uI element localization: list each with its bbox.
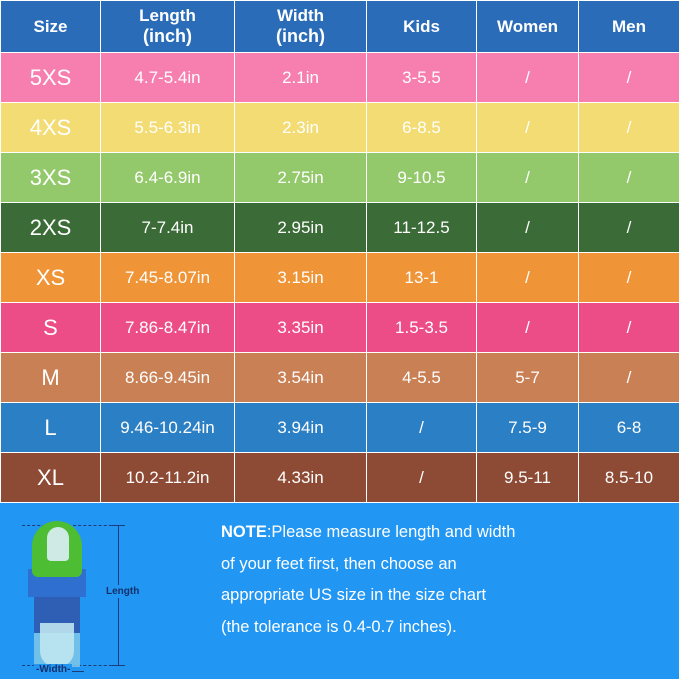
cell-kids: 11-12.5 <box>367 203 477 253</box>
cell-width: 2.75in <box>235 153 367 203</box>
cell-size: M <box>1 353 101 403</box>
header-sub: (inch) <box>143 25 192 46</box>
cell-size: S <box>1 303 101 353</box>
cell-women: / <box>477 53 579 103</box>
cell-size: 3XS <box>1 153 101 203</box>
table-row <box>1 153 679 203</box>
note-line-1 <box>221 517 663 549</box>
column-header-kids <box>367 1 477 53</box>
cell-women: 9.5-11 <box>477 453 579 503</box>
cell-men: 8.5-10 <box>579 453 679 503</box>
length-tick-top <box>112 525 125 526</box>
cell-size: 5XS <box>1 53 101 103</box>
cell-length: 7-7.4in <box>101 203 235 253</box>
header-main: Women <box>496 16 559 36</box>
cell-length: 9.46-10.24in <box>101 403 235 453</box>
fin-opening-icon <box>47 527 69 561</box>
cell-men: 6-8 <box>579 403 679 453</box>
cell-women: / <box>477 103 579 153</box>
header-main: Men <box>612 16 646 36</box>
note-line-3: appropriate US size in the size chart <box>221 586 487 605</box>
cell-women: / <box>477 203 579 253</box>
column-header-women <box>477 1 579 53</box>
cell-width: 2.3in <box>235 103 367 153</box>
cell-women: / <box>477 253 579 303</box>
cell-men: / <box>579 53 679 103</box>
cell-women: / <box>477 303 579 353</box>
table-row <box>1 403 679 453</box>
cell-width: 3.35in <box>235 303 367 353</box>
cell-width: 3.54in <box>235 353 367 403</box>
header-row <box>1 1 679 53</box>
cell-length: 6.4-6.9in <box>101 153 235 203</box>
cell-kids: 13-1 <box>367 253 477 303</box>
note-line-2: of your feet first, then choose an <box>221 554 457 573</box>
cell-length: 7.86-8.47in <box>101 303 235 353</box>
note-line-1-text: :Please measure length and width <box>266 523 516 541</box>
table-row <box>1 103 679 153</box>
note-label: NOTE <box>221 523 267 541</box>
note-panel <box>0 503 679 679</box>
cell-length: 5.5-6.3in <box>101 103 235 153</box>
table-row <box>1 53 679 103</box>
cell-kids: 1.5-3.5 <box>367 303 477 353</box>
header-main: Width <box>276 6 325 26</box>
swim-fin-diagram <box>0 503 215 679</box>
cell-kids: 6-8.5 <box>367 103 477 153</box>
table-row <box>1 353 679 403</box>
cell-size: 4XS <box>1 103 101 153</box>
cell-men: / <box>579 253 679 303</box>
header-main: Size <box>33 16 68 36</box>
cell-length: 4.7-5.4in <box>101 53 235 103</box>
column-header-size <box>1 1 101 53</box>
header-main: Kids <box>403 16 440 36</box>
cell-width: 2.95in <box>235 203 367 253</box>
cell-width: 4.33in <box>235 453 367 503</box>
note-text-block <box>215 503 679 679</box>
cell-kids: 9-10.5 <box>367 153 477 203</box>
table-row <box>1 203 679 253</box>
table-row <box>1 303 679 353</box>
cell-size: XS <box>1 253 101 303</box>
cell-width: 3.15in <box>235 253 367 303</box>
fin-tip-icon <box>40 623 74 667</box>
header-main: Length <box>139 6 196 26</box>
cell-size: L <box>1 403 101 453</box>
cell-size: XL <box>1 453 101 503</box>
cell-width: 2.1in <box>235 53 367 103</box>
cell-women: 7.5-9 <box>477 403 579 453</box>
column-header-length <box>101 1 235 53</box>
length-tick-bottom <box>112 665 125 666</box>
note-line-4: (the tolerance is 0.4-0.7 inches). <box>221 618 457 637</box>
cell-kids: / <box>367 403 477 453</box>
table-row <box>1 253 679 303</box>
cell-kids: 4-5.5 <box>367 353 477 403</box>
table-row <box>1 453 679 503</box>
cell-length: 8.66-9.45in <box>101 353 235 403</box>
cell-men: / <box>579 103 679 153</box>
column-header-men <box>579 1 679 53</box>
cell-length: 10.2-11.2in <box>101 453 235 503</box>
cell-length: 7.45-8.07in <box>101 253 235 303</box>
cell-width: 3.94in <box>235 403 367 453</box>
header-sub: (inch) <box>276 25 325 46</box>
column-header-width <box>235 1 367 53</box>
cell-kids: 3-5.5 <box>367 53 477 103</box>
width-measure-label: -Width- <box>36 664 71 675</box>
cell-men: / <box>579 353 679 403</box>
cell-women: / <box>477 153 579 203</box>
cell-men: / <box>579 303 679 353</box>
table-header <box>1 1 679 53</box>
cell-kids: / <box>367 453 477 503</box>
cell-size: 2XS <box>1 203 101 253</box>
table-body <box>1 53 679 503</box>
length-measure-label: Length <box>106 586 140 597</box>
cell-men: / <box>579 203 679 253</box>
cell-men: / <box>579 153 679 203</box>
cell-women: 5-7 <box>477 353 579 403</box>
